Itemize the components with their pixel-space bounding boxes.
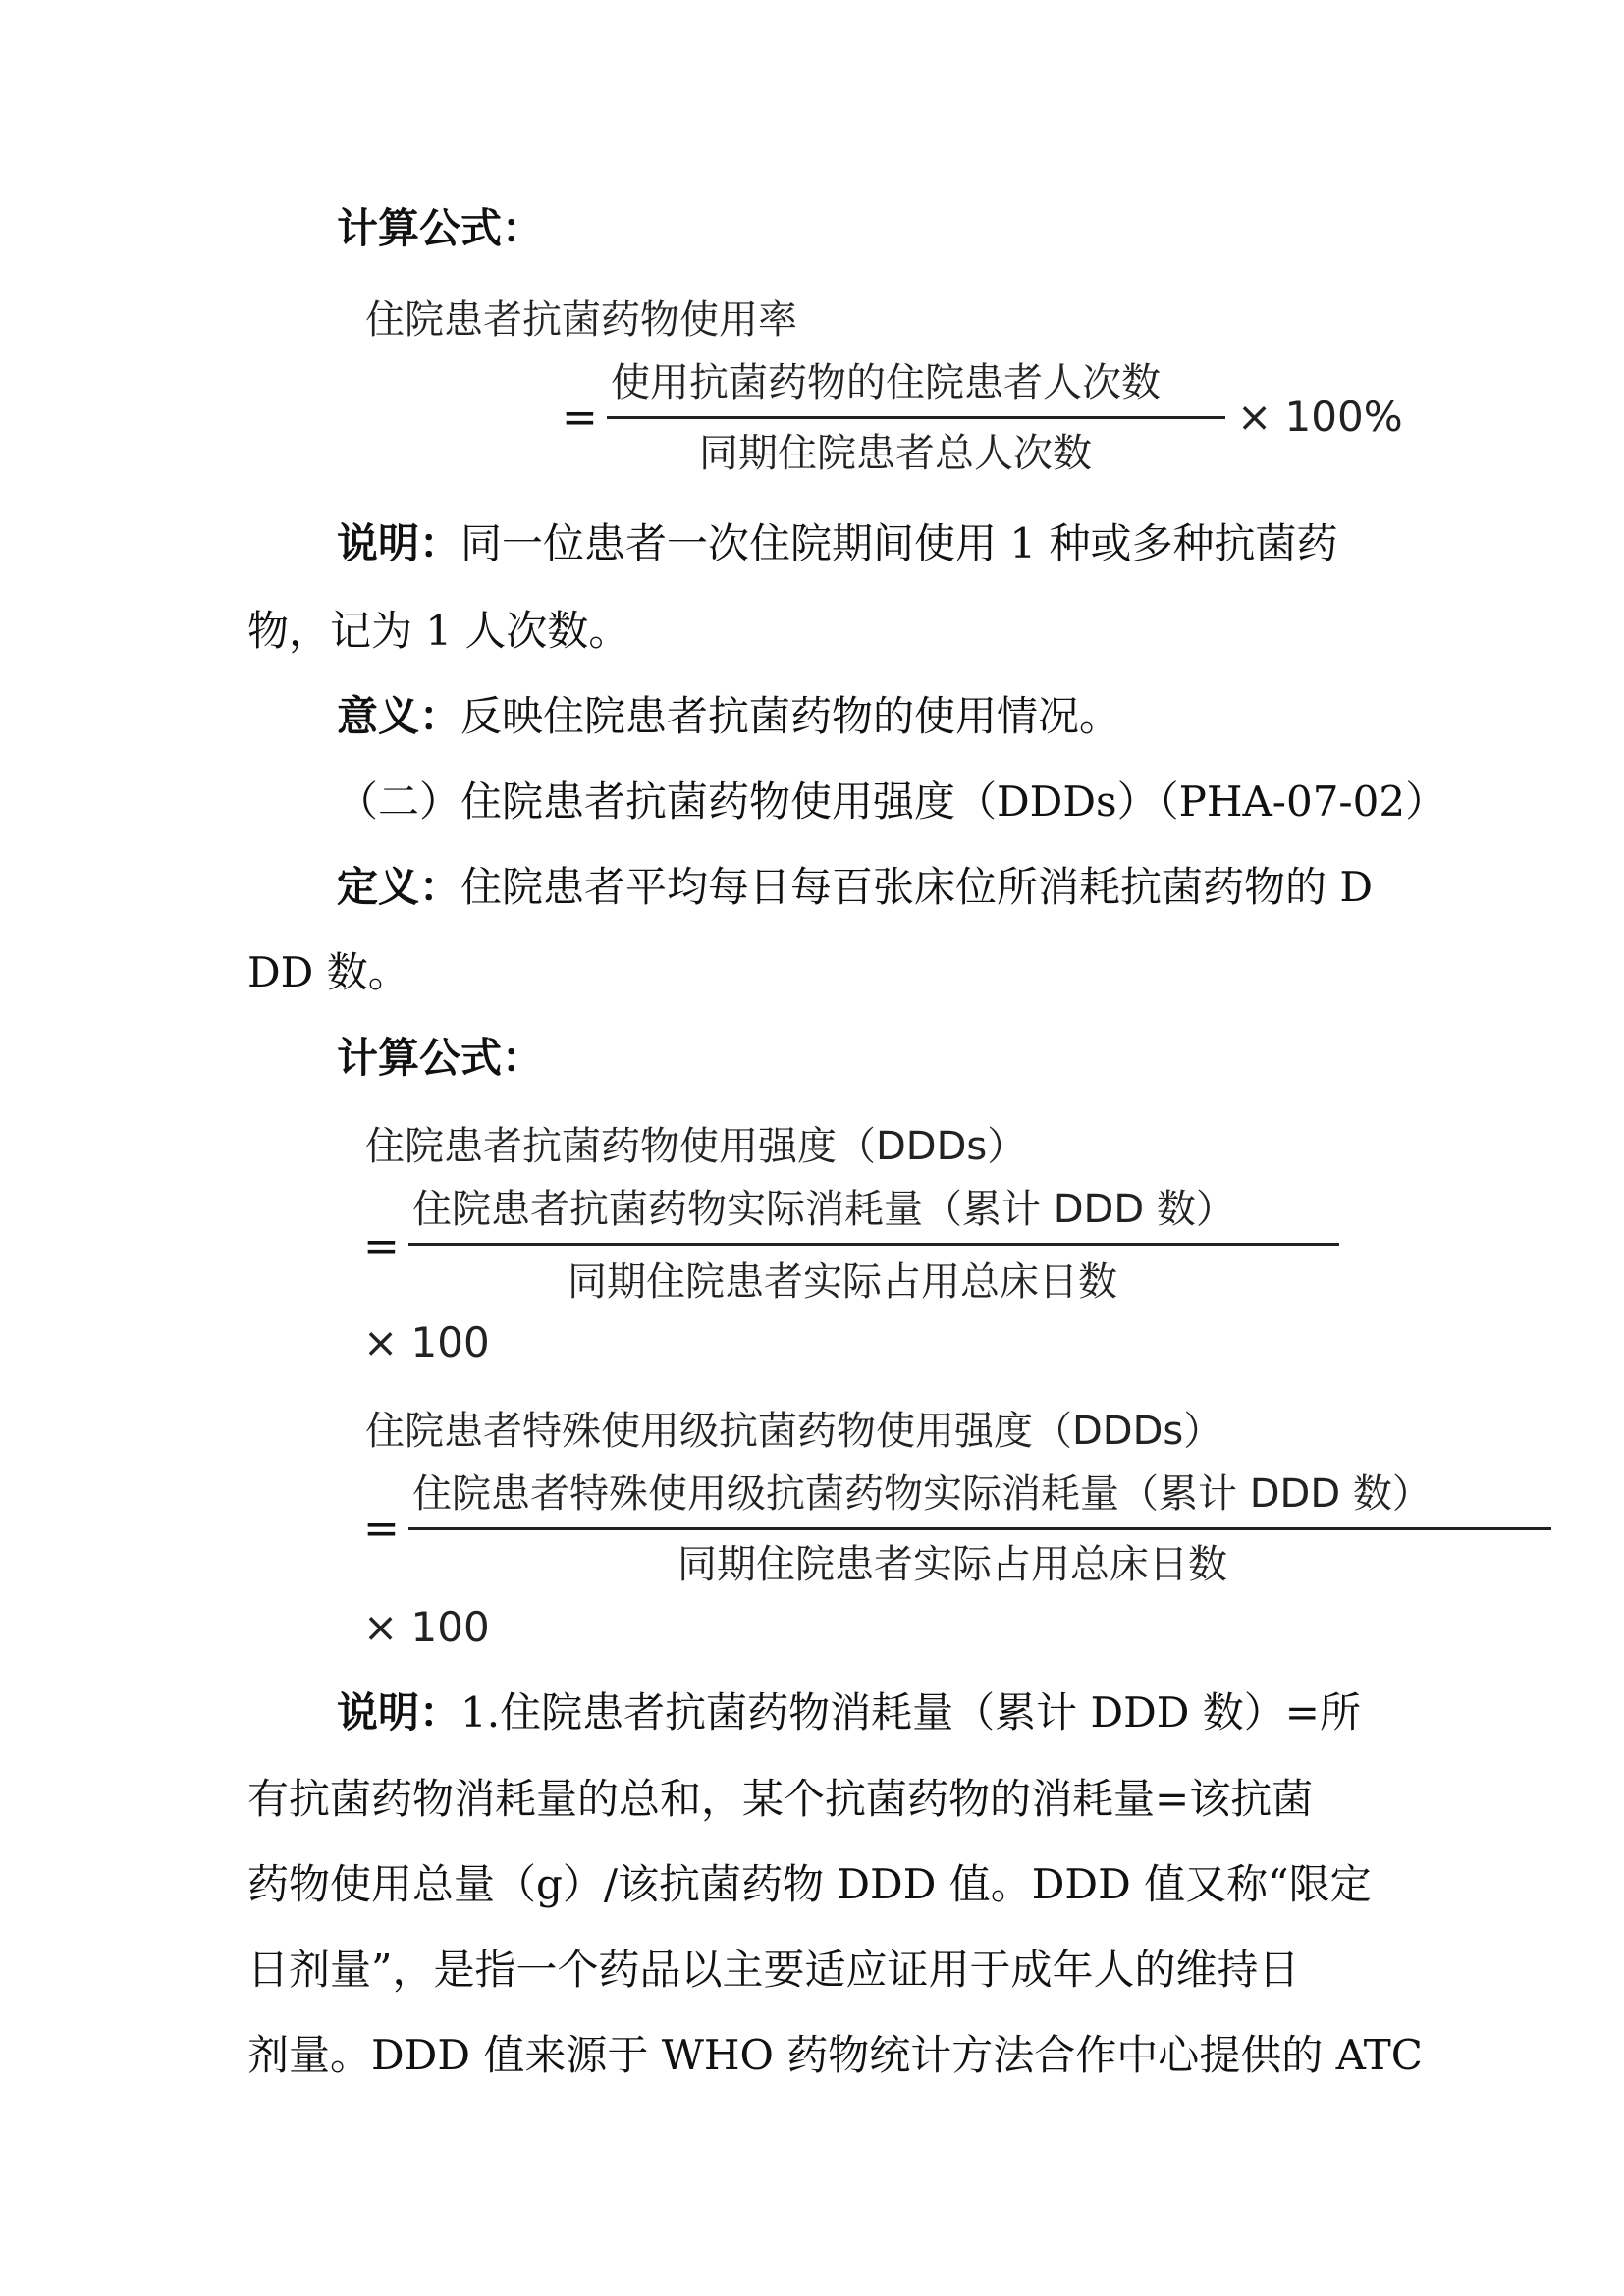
note-1 (337, 519, 1338, 567)
formula-heading: 计算公式： (337, 204, 544, 252)
formula-heading-2: 计算公式： (337, 1034, 544, 1082)
formula1-equals: = (363, 1221, 400, 1271)
formula1-lhs: 住院患者抗菌药物使用强度（DDDs） (365, 1124, 1027, 1169)
definition (337, 863, 1374, 911)
formula1-numerator: 住院患者抗菌药物实际消耗量（累计 DDD 数） (412, 1187, 1235, 1232)
note-2 (337, 1688, 1362, 1736)
formula2-multiplier: × 100 (363, 1603, 490, 1651)
section-title: （二）住院患者抗菌药物使用强度（DDDs）（PHA-07-02） (337, 777, 1447, 826)
fraction-bar-1 (408, 1243, 1339, 1246)
note-text: 同一位患者一次住院期间使用 1 种或多种抗菌药 (460, 519, 1338, 567)
note-label: 说明： (337, 519, 461, 567)
note-line-2: 物，记为 1 人次数。 (247, 607, 630, 655)
note-2-text: 1.住院患者抗菌药物消耗量（累计 DDD 数）=所 (460, 1688, 1362, 1736)
formula2-numerator: 住院患者特殊使用级抗菌药物实际消耗量（累计 DDD 数） (412, 1471, 1432, 1517)
definition-line-2: DD 数。 (247, 948, 409, 996)
meaning-label: 意义： (337, 692, 461, 740)
note-2-line-5: 剂量。DDD 值来源于 WHO 药物统计方法合作中心提供的 ATC (247, 2031, 1423, 2079)
formula-numerator: 使用抗菌药物的住院患者人次数 (611, 360, 1161, 405)
meaning (337, 692, 1121, 740)
formula2-equals: = (363, 1504, 400, 1554)
formula2-denominator: 同期住院患者实际占用总床日数 (677, 1542, 1227, 1587)
formula2-lhs: 住院患者特殊使用级抗菌药物使用强度（DDDs） (365, 1409, 1223, 1454)
fraction-bar-2 (408, 1527, 1551, 1530)
formula1-multiplier: × 100 (363, 1318, 490, 1366)
definition-text: 住院患者平均每日每百张床位所消耗抗菌药物的 D (460, 863, 1374, 911)
formula-lhs: 住院患者抗菌药物使用率 (365, 297, 797, 343)
note-2-line-2: 有抗菌药物消耗量的总和，某个抗菌药物的消耗量=该抗菌 (247, 1775, 1314, 1823)
formula-multiplier: × 100% (1237, 393, 1403, 441)
definition-label: 定义： (337, 863, 461, 911)
note-2-line-3: 药物使用总量（g）/该抗菌药物 DDD 值。DDD 值又称“限定 (247, 1860, 1372, 1908)
formula1-denominator: 同期住院患者实际占用总床日数 (568, 1259, 1117, 1305)
note-label-2: 说明： (337, 1688, 461, 1736)
note-2-line-4: 日剂量”，是指一个药品以主要适应证用于成年人的维持日 (247, 1946, 1300, 1994)
formula-denominator: 同期住院患者总人次数 (699, 431, 1092, 476)
formula-equals: = (562, 393, 598, 443)
fraction-bar (607, 416, 1225, 419)
meaning-text: 反映住院患者抗菌药物的使用情况。 (460, 692, 1121, 740)
